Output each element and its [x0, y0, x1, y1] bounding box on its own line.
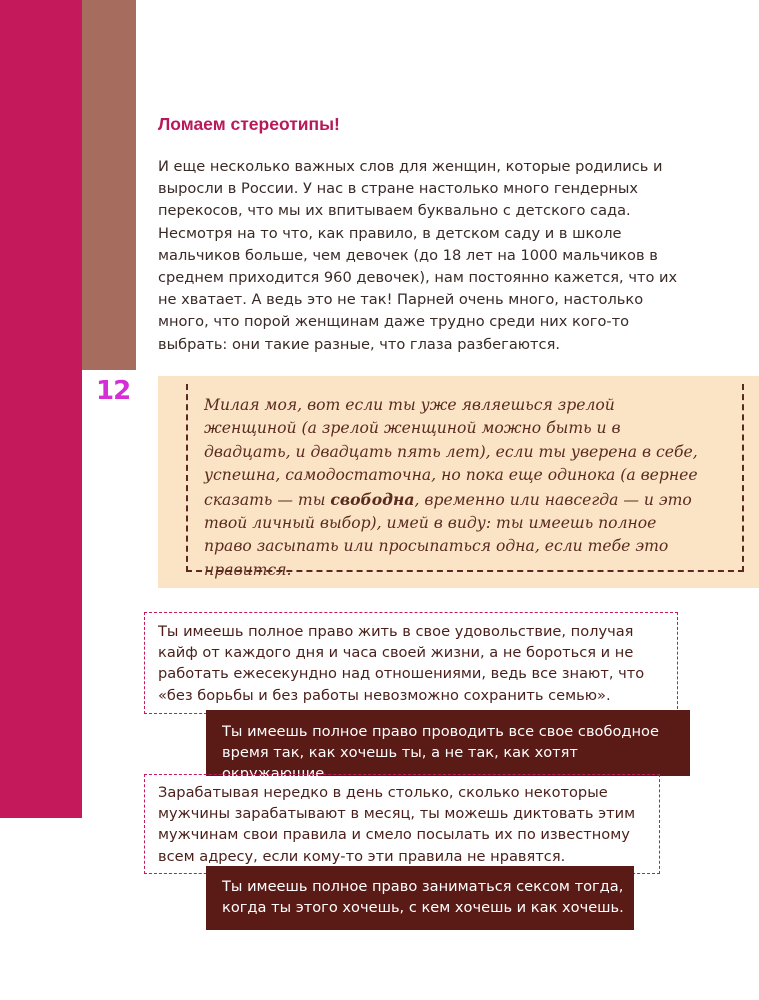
intro-paragraph: И еще несколько важных слов для женщин, которые родились и выросли в России. У нас в стране настолько много гендерных перекосов, что мы их впитываем буквально с детского сада. Несмотря на то что, как правило, в детском саду и в школе мальчиков больше, чем девочек (до 18 лет на 1000 мальчиков в среднем приходится 960 девочек), нам постоянно кажется, что их не хватает. А ведь это не так! Парней очень много, настолько много, что порой женщинам даже трудно среди них кого-то выбрать: они такие разные, что глаза разбегаются.: [158, 158, 678, 353]
quote-text: [204, 394, 704, 582]
statement-text-3: Зарабатывая нередко в день столько, сколько некоторые мужчины зарабатывают в месяц, ты можешь диктовать этим мужчинам свои правила и смело посылать их по известному всем адресу, если кому-то эти правила не нравятся.: [158, 784, 636, 865]
statement-text-1: Ты имеешь полное право жить в свое удовольствие, получая кайф от каждого дня и часа своей жизни, а не бороться и не работать ежесекундно над отношениями, ведь все знают, что «без борьбы и без работы невозможно сохранить семью».: [158, 623, 645, 704]
section-heading: Ломаем стереотипы!: [158, 114, 340, 134]
statement-text-4: Ты имеешь полное право заниматься сексом тогда, когда ты этого хочешь, с кем хочешь и как хочешь.: [222, 878, 624, 917]
page-number: 12: [96, 376, 131, 406]
magenta-side-bar: [0, 0, 82, 818]
statement-text-2: Ты имеешь полное право проводить все свое свободное время так, как хочешь ты, а не так, как хотят окружающие.: [222, 723, 659, 783]
quote-text-bold: свободна: [330, 489, 415, 509]
brown-side-bar: [82, 0, 136, 370]
quote-text-before: Милая моя, вот если ты уже являешься зрелой женщиной (а зрелой женщиной можно быть и в двадцать, и двадцать пять лет), если ты уверена в себе, успешна, самодостаточна, но пока еще одинока (а вернее сказать — ты: [204, 396, 698, 509]
quote-text-after: , временно или навсегда — и это твой личный выбор), имей в виду: ты имеешь полное право засыпать или просыпаться одна, если тебе это нравится.: [204, 490, 692, 579]
